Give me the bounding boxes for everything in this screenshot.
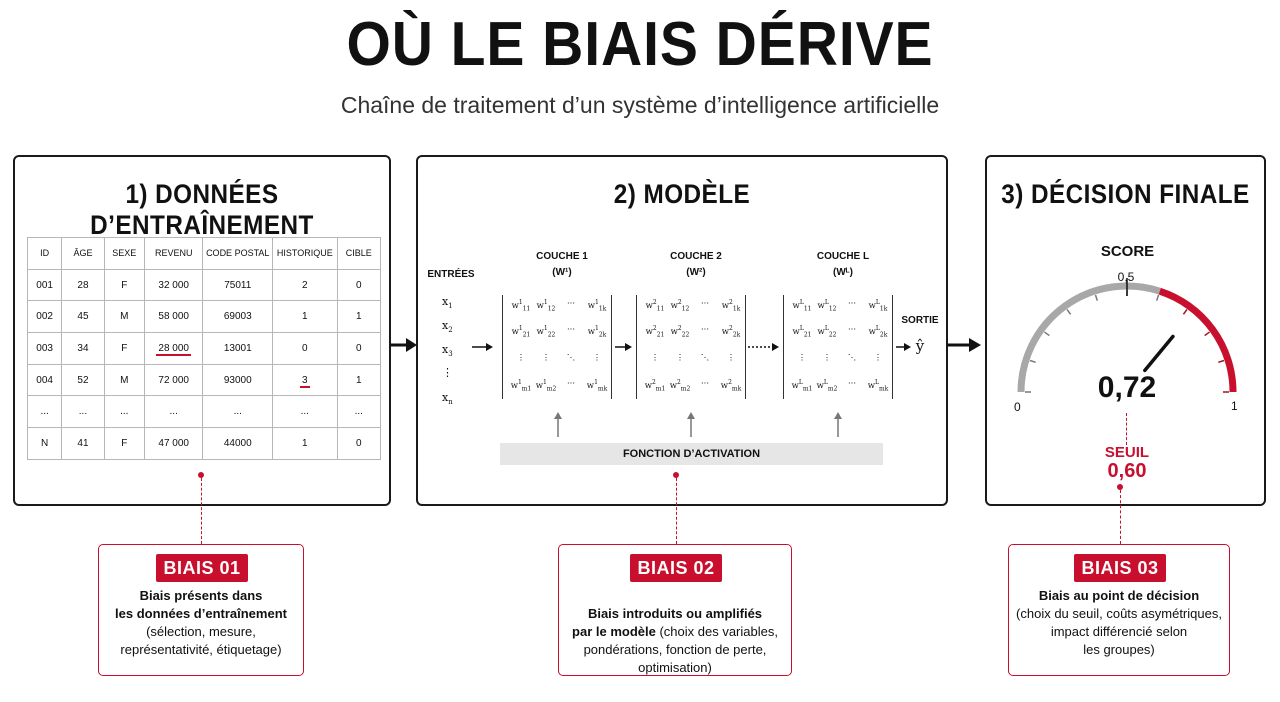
input-subscript: 2 [448,326,453,335]
weight-index: 2k [879,331,888,339]
input-subscript: 3 [448,350,453,359]
cell-text: M [120,311,129,323]
weight-layer-index: L [798,379,803,386]
table-cell [337,333,380,365]
gauge-tick [1044,332,1049,336]
input-symbol: ⋮ [442,366,453,379]
weight-symbol: w [868,326,876,337]
matrix-cell: ⋱ [700,353,710,363]
cell-text: 1 [356,311,362,323]
weight-layer-index: 1 [543,325,548,332]
weight-index: mk [731,385,742,393]
cell-text: ... [354,406,363,418]
cell-text: ... [78,406,88,418]
weight-index: 21 [522,331,531,339]
cell-text: 93000 [223,374,252,386]
table-cell [104,333,144,365]
bias-box-02 [558,544,792,676]
matrix-cell: ··· [566,325,576,335]
bias-bold-01: Biais présents dans les données d’entraînement [115,588,287,621]
matrix-cell: ⋮ [797,353,807,363]
table-cell [337,396,380,428]
weight-layer-index: 1 [517,379,522,386]
cell-text: ... [300,406,309,418]
table-cell [203,333,273,365]
weight-symbol: w [536,326,544,337]
table-row [28,333,381,365]
output-label: SORTIE [901,315,939,326]
cell-text: 1 [302,311,308,323]
layer-name: COUCHE 1 [536,251,588,262]
arrow-head [486,343,493,351]
weight-layer-index: L [824,325,829,332]
table-row [28,301,381,333]
weight-symbol: w [587,326,595,337]
weight-symbol: w [721,300,729,311]
table-cell [62,333,104,365]
cell-text: F [121,342,128,354]
weight-index: 1k [598,305,607,313]
weight-index: 22 [681,331,690,339]
cell-text: F [121,279,128,291]
cell-text: 28 [77,279,89,291]
weight-layer-index: 2 [677,299,682,306]
weight-layer-index: L [824,299,829,306]
weight-layer-index: L [823,379,828,386]
weight-layer-index: 1 [542,379,547,386]
panel-model [416,155,948,506]
weight-layer-index: L [799,325,804,332]
cell-text: 0 [356,342,362,354]
table-cell [104,396,144,428]
weight-index: mk [597,385,608,393]
panel-title-decision: 3) DÉCISION FINALE [1001,179,1250,209]
matrix-cell: ⋮ [541,353,551,363]
gauge-tick [1205,332,1210,336]
gauge-needle [1145,337,1173,371]
input-symbol: x [442,319,449,332]
cell-text: ... [40,406,49,418]
cell-text: 72 000 [158,374,189,386]
table-cell [62,396,104,428]
table-cell [273,333,338,365]
weight-index: 1k [732,305,741,313]
weight-layer-index: 2 [651,379,656,386]
arrow-head [687,412,695,419]
weight-symbol: w [645,326,653,337]
table-cell [62,428,104,460]
weight-index: 21 [803,331,812,339]
table-cell [203,428,273,460]
weight-layer-index: L [799,299,804,306]
arrow-head [904,343,911,351]
table-cell [104,364,144,396]
table-cell [144,364,202,396]
input-symbol: x [442,295,449,308]
weight-layer-index: L [874,379,879,386]
weight-symbol: w [535,380,543,391]
score-label: SCORE [1100,243,1155,260]
weight-symbol: w [816,380,824,391]
weight-index: m1 [655,385,666,393]
input-symbol: x [442,391,449,404]
panel-title-model: 2) MODÈLE [613,179,751,209]
table-cell [337,269,380,301]
page-title: OÙ LE BIAIS DÉRIVE [346,10,934,79]
weight-symbol: w [817,326,825,337]
table-cell [28,364,62,396]
matrix-cell: ⋮ [650,353,660,363]
weight-layer-index: 1 [518,325,523,332]
bias-desc-01: (sélection, mesure, représentativité, étiquetage) [120,624,282,657]
table-cell [62,269,104,301]
panel-title-data: 1) DONNÉES D’ENTRAÎNEMENT [90,179,314,240]
cell-text: 004 [36,374,53,386]
weight-index: m1 [521,385,532,393]
bias-bold-02: Biais introduits ou amplifiés par le modèle [572,606,763,639]
weight-symbol: w [792,326,800,337]
threshold-dash [1126,413,1127,445]
weight-layer-index: 2 [729,325,733,332]
weight-index: m2 [546,385,557,393]
weight-symbol: w [645,300,653,311]
weight-index: 11 [656,305,665,313]
bias-desc-03: (choix du seuil, coûts asymétriques, impact différencié selon les groupes) [1016,606,1222,657]
table-cell [273,364,338,396]
weight-layer-index: 1 [595,325,599,332]
bias-text-03 [1009,587,1229,659]
gauge-tick [1157,295,1159,301]
table-cell [144,428,202,460]
table-row [28,396,381,428]
table-cell [337,428,380,460]
arrow-data-to-model [390,336,418,354]
weight-symbol: w [868,300,876,311]
cell-text: 003 [36,342,53,354]
cell-text: 58 000 [158,311,189,323]
gauge-tick [1183,309,1187,314]
weight-symbol: w [720,380,729,391]
table-header-row [28,238,381,270]
cell-text: 0 [356,279,362,291]
matrix-cell: ⋮ [822,353,832,363]
connector-line-2 [676,478,677,544]
gauge-tick [1095,295,1097,301]
cell-text: 44000 [223,437,252,449]
gauge-tick [1218,360,1224,362]
weight-symbol: w [670,326,678,337]
matrix-cell: ⋮ [726,353,736,363]
weight-layer-index: 2 [677,325,682,332]
cell-text: 34 [77,342,89,354]
weight-layer-index: 1 [594,379,598,386]
matrix-cell: ··· [566,299,576,309]
cell-text: 001 [36,279,53,291]
threshold-value: 0,60 [1107,460,1147,482]
bias-badge-02: BIAIS 02 [630,554,722,582]
matrix-cell: ··· [700,299,710,309]
cell-text: 75011 [224,279,252,291]
weight-symbol: w [586,380,595,391]
gauge-tick [1030,360,1036,362]
table-cell [144,333,202,365]
gauge-tick-mid: 0,5 [1117,270,1135,284]
cell-text: F [121,437,128,449]
table-cell [28,428,62,460]
arrow-head [772,343,779,351]
table-cell [273,301,338,333]
table-row [28,364,381,396]
cell-text: 1 [356,374,362,386]
weight-index: 22 [547,331,556,339]
gauge-tick-max: 1 [1231,399,1238,413]
cell-text: 3 [302,374,308,386]
table-cell [62,364,104,396]
layer-weights: (Wᴸ) [833,267,853,278]
cell-text: 52 [77,374,89,386]
table-cell [104,269,144,301]
weight-layer-index: L [875,299,880,306]
table-cell [62,301,104,333]
weight-index: 11 [522,305,531,313]
matrix-cell: ··· [847,325,857,335]
table-cell [144,269,202,301]
weight-symbol: w [511,326,519,337]
weight-index: 12 [828,305,837,313]
activation-function-bar: FONCTION D’ACTIVATION [500,443,883,465]
layer-weights: (W²) [686,267,706,278]
matrix-cell: ⋱ [566,353,576,363]
weight-index: 22 [828,331,837,339]
weight-index: 12 [547,305,556,313]
table-cell [28,301,62,333]
matrix-cell: ··· [700,379,710,389]
table-cell [203,301,273,333]
cell-text: 47 000 [158,437,189,449]
layer-weights: (W¹) [552,267,572,278]
cell-text: 2 [302,279,308,291]
table-cell [28,396,62,428]
layer-name: COUCHE L [816,251,870,262]
arrow-model-to-decision [947,336,983,354]
column-header: ÂGE [62,238,104,270]
weight-layer-index: 2 [652,325,657,332]
arrow-head [554,412,562,419]
threshold-label: SEUIL [1104,444,1150,461]
bias-badge-03: BIAIS 03 [1074,554,1166,582]
weight-index: m2 [680,385,691,393]
bias-badge-01: BIAIS 01 [156,554,248,582]
arrow-head [834,412,842,419]
weight-symbol: w [511,300,519,311]
score-value: 0,72 [1097,371,1157,404]
matrix-cell: ··· [700,325,710,335]
training-data-table [27,237,381,460]
weight-symbol: w [721,326,729,337]
inputs-label: ENTRÉES [427,269,475,280]
table-cell [273,269,338,301]
weight-layer-index: 1 [543,299,548,306]
weight-layer-index: L [875,325,880,332]
weight-index: 2k [598,331,607,339]
bias-text-02 [559,587,791,677]
input-subscript: n [448,398,453,407]
table-cell [337,301,380,333]
cell-text: 0 [302,342,308,354]
weight-index: m1 [802,385,813,393]
column-header: CIBLE [337,238,380,270]
cell-text: 28 000 [158,342,189,354]
cell-text: 45 [77,311,89,323]
input-subscript: 1 [448,302,453,311]
weight-symbol: w [670,300,678,311]
weight-symbol: w [867,380,875,391]
table-row [28,428,381,460]
cell-text: 41 [77,437,89,449]
cell-text: 0 [356,437,362,449]
weight-index: 12 [681,305,690,313]
weight-symbol: w [669,380,677,391]
matrix-cell: ⋮ [516,353,526,363]
matrix-cell: ⋮ [873,353,883,363]
table-cell [203,269,273,301]
matrix-cell: ··· [566,379,576,389]
cell-text: 1 [302,437,308,449]
bias-box-03 [1008,544,1230,676]
cell-text: M [120,374,129,386]
column-header: ID [28,238,62,270]
gauge-tick [1067,309,1071,314]
table-cell [144,396,202,428]
weight-symbol: w [817,300,825,311]
matrix-cell: ⋱ [847,353,857,363]
column-header: CODE POSTAL [203,238,273,270]
cell-text: ... [120,406,129,418]
bias-text-01 [99,587,303,659]
weight-symbol: w [792,300,800,311]
bias-box-01 [98,544,304,676]
table-row [28,269,381,301]
cell-text: N [41,437,49,449]
weight-symbol: w [644,380,652,391]
weight-index: m2 [827,385,838,393]
table-cell [28,333,62,365]
table-cell [28,269,62,301]
weight-index: 2k [732,331,741,339]
weight-layer-index: 2 [652,299,657,306]
connector-line-3 [1120,490,1121,544]
cell-text: 002 [36,311,53,323]
matrix-cell: ··· [847,299,857,309]
cell-text: ... [169,406,178,418]
panel-training-data [13,155,391,506]
weight-layer-index: 1 [595,299,599,306]
weight-layer-index: 1 [518,299,523,306]
output-symbol: ŷ [915,337,925,355]
input-symbol: x [442,343,449,356]
column-header: HISTORIQUE [273,238,338,270]
column-header: SEXE [104,238,144,270]
weight-symbol: w [510,380,518,391]
weight-symbol: w [791,380,799,391]
gauge-tick-min: 0 [1014,400,1021,414]
table-cell [337,364,380,396]
bias-bold-03: Biais au point de décision [1038,588,1200,603]
weight-layer-index: 2 [676,379,681,386]
matrix-cell: ⋮ [675,353,685,363]
weight-layer-index: 2 [729,299,733,306]
weight-symbol: w [536,300,544,311]
panel-decision [985,155,1266,506]
weight-index: 1k [879,305,888,313]
matrix-cell: ⋮ [592,353,602,363]
table-cell [104,428,144,460]
cell-text: ... [233,406,242,418]
cell-text: 69003 [223,311,252,323]
layer-name: COUCHE 2 [670,251,722,262]
connector-line-1 [201,478,202,544]
table-cell [203,364,273,396]
weight-index: mk [878,385,889,393]
matrix-cell: ··· [847,379,857,389]
table-cell [203,396,273,428]
table-cell [273,396,338,428]
cell-text: 13001 [223,342,252,354]
page-subtitle: Chaîne de traitement d’un système d’intelligence artificielle [340,92,940,118]
cell-text: 32 000 [158,279,189,291]
column-header: REVENU [144,238,202,270]
table-cell [273,428,338,460]
weight-index: 21 [656,331,665,339]
weight-layer-index: 2 [728,379,732,386]
table-cell [104,301,144,333]
weight-index: 11 [803,305,812,313]
bias-desc-02: (choix des variables, pondérations, fonction de perte, optimisation) [583,624,778,675]
arrow-head [625,343,632,351]
table-cell [144,301,202,333]
weight-symbol: w [587,300,595,311]
